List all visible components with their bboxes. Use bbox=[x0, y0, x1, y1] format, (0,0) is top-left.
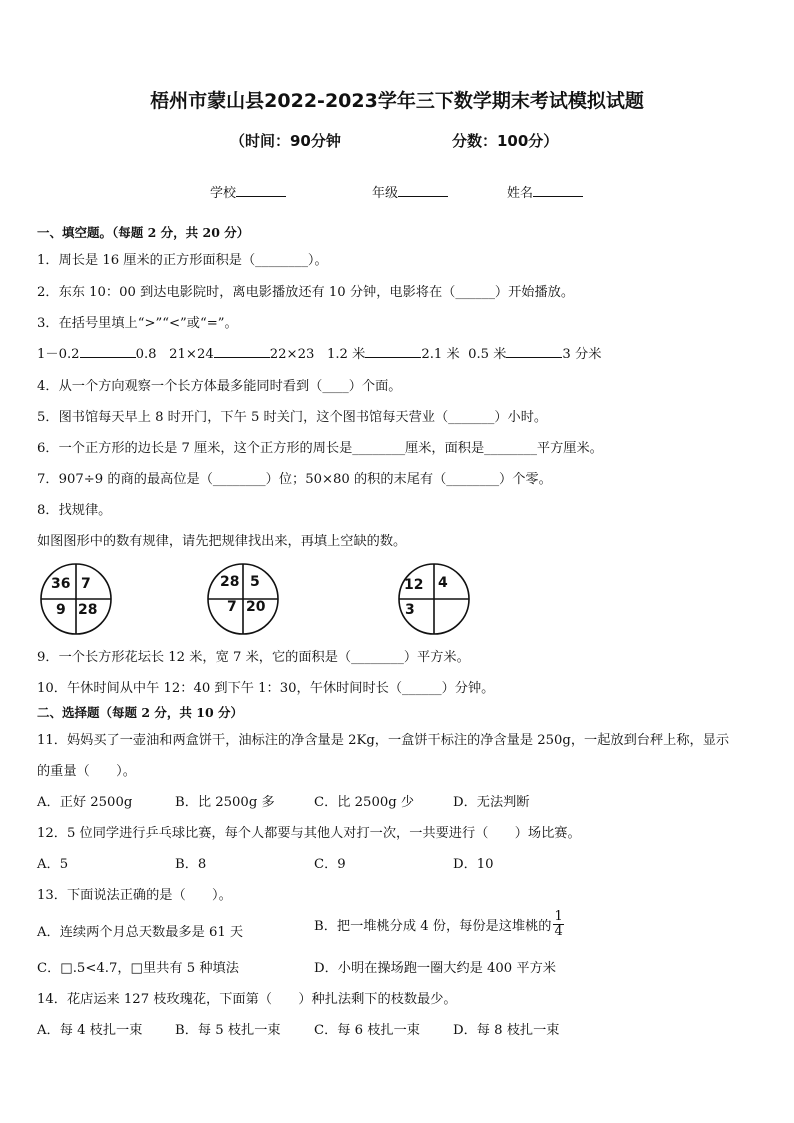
question-7: 7．907÷9 的商的最高位是（________）位；50×80 的积的末尾有（________）个零。 bbox=[37, 472, 552, 487]
q14-option-c[interactable]: C．每 6 枝扎一束 bbox=[314, 1023, 420, 1038]
q11-option-b[interactable]: B．比 2500g 多 bbox=[175, 795, 275, 810]
circle-2-top-left: 28 bbox=[220, 574, 240, 590]
circle-1-bottom-right: 28 bbox=[78, 602, 98, 618]
grade-blank[interactable] bbox=[398, 184, 448, 197]
circle-2-bottom-right: 20 bbox=[246, 599, 266, 615]
q3-left-1: 1－0.2 bbox=[37, 347, 80, 362]
circle-3-top-right: 4 bbox=[438, 575, 448, 591]
name-blank[interactable] bbox=[533, 184, 583, 197]
q3-blank-3[interactable] bbox=[365, 346, 421, 358]
circle-2-bottom-left: 7 bbox=[227, 599, 237, 615]
circle-2-top-right: 5 bbox=[250, 574, 260, 590]
q12-option-d[interactable]: D．10 bbox=[453, 857, 494, 872]
school-blank[interactable] bbox=[236, 184, 286, 197]
q14-option-d[interactable]: D．每 8 枝扎一束 bbox=[453, 1023, 560, 1038]
one-quarter-fraction bbox=[553, 910, 563, 939]
circle-3-shape bbox=[397, 562, 471, 636]
question-1: 1．周长是 16 厘米的正方形面积是（________）。 bbox=[37, 253, 328, 268]
q13-option-b[interactable] bbox=[314, 910, 564, 939]
question-4: 4．从一个方向观察一个长方体最多能同时看到（____）个面。 bbox=[37, 379, 402, 394]
pattern-circle-3 bbox=[397, 562, 471, 636]
q12-option-a[interactable]: A．5 bbox=[37, 857, 69, 872]
fraction-numerator: 1 bbox=[554, 909, 563, 924]
question-2: 2．东东 10：00 到达电影院时，离电影播放还有 10 分钟，电影将在（______）开始播放。 bbox=[37, 285, 575, 300]
q3-left-4: 0.5 米 bbox=[468, 347, 507, 362]
question-11-line-1: 11．妈妈买了一壶油和两盒饼干，油标注的净含量是 2Kg，一盒饼干标注的净含量是 250g，一起放到台秤上称，显示 bbox=[37, 733, 730, 748]
question-8: 8．找规律。 bbox=[37, 503, 112, 518]
score-label: 分数：100分） bbox=[452, 132, 559, 150]
q14-option-b[interactable]: B．每 5 枝扎一束 bbox=[175, 1023, 281, 1038]
q11-option-a[interactable]: A．正好 2500g bbox=[37, 795, 133, 810]
q13-option-d[interactable]: D．小明在操场跑一圈大约是 400 平方米 bbox=[314, 961, 556, 976]
question-9: 9．一个长方形花坛长 12 米，宽 7 米，它的面积是（________）平方米。 bbox=[37, 650, 470, 665]
q11-option-d[interactable]: D．无法判断 bbox=[453, 795, 530, 810]
q3-left-2: 21×24 bbox=[169, 347, 214, 362]
grade-label: 年级 bbox=[372, 186, 399, 201]
question-5: 5．图书馆每天早上 8 时开门，下午 5 时关门，这个图书馆每天营业（_______）小时。 bbox=[37, 410, 548, 425]
fraction-denominator: 4 bbox=[554, 924, 563, 939]
q3-right-3: 2.1 米 bbox=[421, 347, 460, 362]
circle-1-top-left: 36 bbox=[51, 576, 71, 592]
circle-1-shape bbox=[39, 562, 113, 636]
question-13: 13．下面说法正确的是（ ）。 bbox=[37, 888, 232, 903]
question-3: 3．在括号里填上“>”“<”或“=”。 bbox=[37, 316, 238, 331]
pattern-circle-2 bbox=[206, 562, 280, 636]
circle-3-top-left: 12 bbox=[404, 577, 424, 593]
time-label: （时间：90分钟 bbox=[230, 132, 341, 150]
grade-field bbox=[372, 182, 448, 201]
section-2-heading: 二、选择题（每题 2 分，共 10 分） bbox=[37, 705, 244, 720]
section-1-heading: 一、填空题。（每题 2 分，共 20 分） bbox=[37, 225, 250, 240]
question-8-description: 如图图形中的数有规律，请先把规律找出来，再填上空缺的数。 bbox=[37, 534, 407, 549]
circle-1-top-right: 7 bbox=[81, 576, 91, 592]
q3-right-2: 22×23 bbox=[269, 347, 315, 362]
q13-option-c[interactable]: C．□.5<4.7，□里共有 5 种填法 bbox=[37, 961, 239, 976]
q3-right-1: 0.8 bbox=[135, 347, 157, 362]
q13-option-a[interactable]: A．连续两个月总天数最多是 61 天 bbox=[37, 925, 244, 940]
q12-option-c[interactable]: C．9 bbox=[314, 857, 346, 872]
pattern-circle-1 bbox=[39, 562, 113, 636]
circle-3-bottom-left: 3 bbox=[405, 602, 415, 618]
q3-blank-4[interactable] bbox=[506, 346, 562, 358]
question-12: 12．5 位同学进行乒乓球比赛，每个人都要与其他人对打一次，一共要进行（ ）场比赛。 bbox=[37, 826, 581, 841]
q12-option-b[interactable]: B．8 bbox=[175, 857, 207, 872]
q11-option-c[interactable]: C．比 2500g 少 bbox=[314, 795, 415, 810]
q3-blank-1[interactable] bbox=[80, 346, 136, 358]
page-title: 梧州市蒙山县2022-2023学年三下数学期末考试模拟试题 bbox=[150, 90, 644, 112]
question-14: 14．花店运来 127 枝玫瑰花，下面第（ ）种扎法剩下的枝数最少。 bbox=[37, 992, 457, 1007]
name-label: 姓名 bbox=[507, 186, 534, 201]
q3-left-3: 1.2 米 bbox=[326, 347, 366, 362]
school-field bbox=[210, 182, 286, 201]
q13-option-b-text: B．把一堆桃分成 4 份，每份是这堆桃的 bbox=[314, 919, 552, 934]
circle-2-shape bbox=[206, 562, 280, 636]
q14-option-a[interactable]: A．每 4 枝扎一束 bbox=[37, 1023, 143, 1038]
question-10: 10．午休时间从中午 12：40 到下午 1：30，午休时间时长（______）分钟。 bbox=[37, 681, 495, 696]
q3-right-4: 3 分米 bbox=[562, 347, 602, 362]
circle-1-bottom-left: 9 bbox=[56, 602, 66, 618]
question-11-line-2: 的重量（ ）。 bbox=[37, 764, 136, 779]
question-3-items bbox=[37, 343, 601, 362]
question-6: 6．一个正方形的边长是 7 厘米，这个正方形的周长是________厘米，面积是________平方厘米。 bbox=[37, 441, 603, 456]
name-field bbox=[507, 182, 583, 201]
school-label: 学校 bbox=[210, 186, 237, 201]
q3-blank-2[interactable] bbox=[214, 346, 270, 358]
